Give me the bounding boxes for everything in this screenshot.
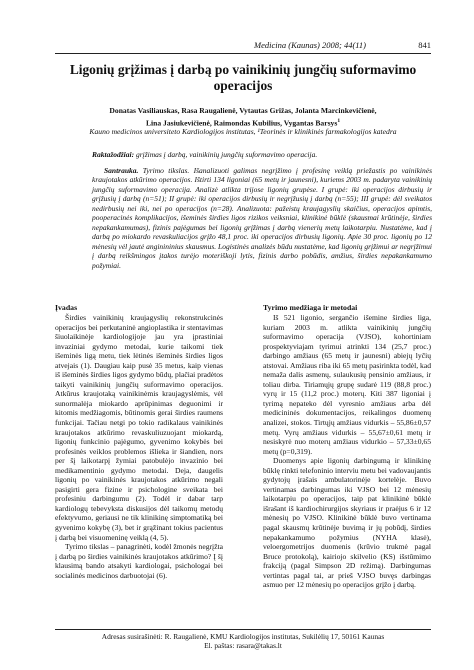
header-rule xyxy=(55,53,431,54)
authors-line-2-text: Lina Jasiukevičienė, Raimondas Kubilius, Vygantas Barsys xyxy=(145,118,338,128)
methods-paragraph-1: Iš 521 ligonio, sergančio išemine širdies liga, kuriam 2003 m. atlikta vainikinių jungčių suformavimo operacija (VJSO), kohortiniam prospektyviajam tyrimui atrinkti 134 (25,7 proc.) darbingo amžiaus (65 metų ir jaunesni) abiejų lyčių atstovai. Amžiaus riba iki 65 metų pasirinkta todėl, kad nemaža dalis asmenų, sulaukusių pensinio amžiaus, ir toliau dirba. Tiriamųjų grupę sudarė 119 (88,8 proc.) vyrų ir 15 (11,2 proc.) moterų. Kiti 387 ligoniai į tyrimą nepateko dėl vyresnio amžiaus arba dėl medicininės dokumentacijos, reikalingos duomenų analizei, stokos. Tirtųjų amžiaus vidurkis – 55,86±0,57 metų. Vyrų amžiaus vidurkis – 55,67±0,61 metų ir nesiskyrė nuo moterų amžiaus vidurkio – 57,33±0,65 metų (p=0,319). xyxy=(263,313,431,456)
right-column xyxy=(263,303,431,590)
keywords xyxy=(92,150,432,160)
affiliation: Kauno medicinos universiteto Kardiologijos institutas, ¹Teorinės ir klinikinės farmakologijos katedra xyxy=(89,127,397,136)
keywords-label: Raktažodžiai: xyxy=(92,150,135,159)
authors-line-1: Donatas Vasiliauskas, Rasa Raugalienė, Vytautas Grižas, Jolanta Marcinkevičienė, xyxy=(109,106,377,115)
section-heading-introduction: Įvadas xyxy=(55,303,78,312)
intro-paragraph-1: Širdies vainikinių kraujagyslių rekonstrukcinės operacijos bei perkutaninė angioplastika ir stentavimas šiuolaikinėje kardiologijoje jau yra įprastiniai invaziniai gydymo metodai, kurie taikomi tiek išeminės ligą metu, tiek lėtinės išeminės širdies ligos atvejais (1). Daugiau kaip pusė 35 metus, kaip vienas iš išeminės širdies ligos gydymo būdų, plačiai pradėtos taikyti vainikinių jungčių suformavimo operacijos. Atkūrus kraujotaką vainikinėmis kraujagyslėmis, vėl sunormalėja miokardo aprūpinimas deguonimi ir kitomis medžiagomis, būtinomis gerai širdies raumens funkcijai. Tačiau netgi po tokio radikalaus vainikinės kraujotakos atkūrimo revaskuliuzuojant miokardą, ligonių funkcinio pajėgumo, gyvenimo kokybės bei profesinės veiklos problemos išlieka ir šiandien, nors per šį laikotarpį žymiai patobulėjo invazinio bei medikamentinio gydymo metodai. Deja, daugelis ligonių po vainikinės kraujotakos atkūrimo negali pasigirti gera fizine ir psichologine sveikata bei profesiniu darbingumu (2). Todėl ir dabar tarp kardiologų tebevyksta diskusijos dėl taikomų metodų efektyvumo, geriausi ne tik klinikinę simptomatiką bei gyvenimo kokybę (3), bet ir grąžinant tokius pacientus į darbą bei visuomeninę veiklą (4, 5). xyxy=(55,313,223,542)
correspondence-footer xyxy=(55,632,431,650)
abstract xyxy=(92,166,432,270)
page-number: 841 xyxy=(418,40,431,50)
abstract-paragraph xyxy=(92,166,432,270)
footer-rule xyxy=(55,629,431,630)
section-heading-methods: Tyrimo medžiaga ir metodai xyxy=(263,303,358,312)
authors-superscript: 1 xyxy=(337,118,341,125)
correspondence-address: Adresas susirašinėti: R. Raugalienė, KMU Kardiologijos institutas, Sukilėlių 17, 50161 Kaunas xyxy=(101,632,385,641)
correspondence-email: El. paštas: rasara@takas.lt xyxy=(204,641,282,651)
abstract-label: Santrauka. xyxy=(104,166,139,175)
methods-paragraph-2: Duomenys apie ligonių darbingumą ir klinikinę būklę rinkti telefoninio interviu metu bei vadovaujantis gydytojų įrašais ambulatorinėje kortelėje. Buvo vertinamas darbingumas iki VJSO bei 12 mėnesių laikotarpiu po operacijos, taip pat klinikinė būklė išrašant iš kardiochirurgijos skyriaus ir praėjus 6 ir 12 mėnesių po VJSO. Klinikinė būklė buvo vertinama pagal skausmų krūtinėje buvimą ir jų pobūdį, širdies nepakankamumo požymius (NYHA klasė), veloergometrijos duomenis (krūvio trukmė pagal Bruce protokolą), kairiojo skilvelio (KS) išstūmimo frakciją (pagal Simpson 2D režimą). Darbingumas vertintas pagal tai, ar prieš VJSO buvęs darbingas asmuo per 12 mėnesių po operacijos grįžo į darbą. xyxy=(263,456,431,590)
keywords-text: grįžimas į darbą, vainikinių jungčių suformavimo operacija. xyxy=(134,150,318,159)
authors xyxy=(55,106,431,129)
journal-citation: Medicina (Kaunas) 2008; 44(11) xyxy=(254,40,366,50)
abstract-text: Tyrimo tikslas. Išanalizuoti galimas negrįžimo į profesinę veiklą priežastis po vainikinės kraujotakos atkūrimo operacijos. Ištirti 134 ligoniai (65 metų ir jaunesni), kuriems 2003 m. padaryta vainikinių jungčių suformavimo operacija. Analizė atlikta trijose ligonių grupėse. I grupė: iki operacijos dirbusių ir grįžusių į darbą (n=51); II grupė: iki operacijos dirbusių ir negrįžusių į darbą (n=55); III grupė: dėl sveikatos nedirbusių nei iki, nei po operacijos (n=28). Analizuota: pažeistų kraujagyslių skaičius, operacijos apimtis, pooperacinės komplikacijos, išeminės širdies ligos rizikos veiksniai, klinikinė būklė (skausmai krūtinėje, širdies nepakankamumas), fizinis pajėgumas bei ligonių grįžimas į darbą vienerių metų laikotarpiu. Nustatėme, kad į darbą po miokardo revaskuliacijos grįžo 48,1 proc. iki operacijos dirbusių ligonių. Apie 30 proc. ligonių po 12 mėnesių vėl jautė anginininius skausmus. Logistinės analizės būdu nustatėme, kad ligonių grįžimui ar negrįžimui į darbą reikšmingos įtakos turėjo moteriškoji lytis, fizinis darbo pobūdis, amžius, širdies nepakankamumo požymiai. xyxy=(92,166,432,270)
left-column xyxy=(55,303,223,580)
article-title: Ligonių grįžimas į darbą po vainikinių jungčių suformavimo operacijos xyxy=(69,62,417,93)
intro-paragraph-2: Tyrimo tikslas – panagrinėti, kodėl žmonės negrįžta į darbą po širdies vainikinės kraujotakos atkūrimo? Į šį klausimą bando atsakyti kardiologai, psichologai bei socialinės medicinos darbuotojai (6). xyxy=(55,542,223,580)
